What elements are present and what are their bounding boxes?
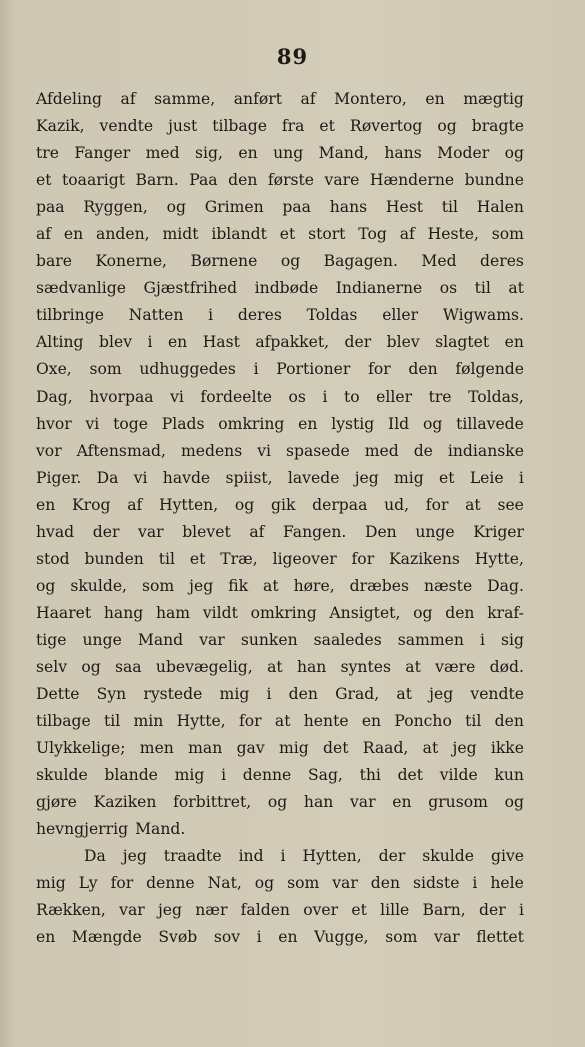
text-line: mig Ly for denne Nat, og som var den sidste i hele (36, 874, 524, 893)
text-line: Oxe, som udhuggedes i Portioner for den følgende (36, 360, 524, 379)
text-line: sædvanlige Gjæstfrihed indbøde Indianerne os til at (36, 279, 524, 298)
text-line: Kazik, vendte just tilbage fra et Røvertog og bragte (36, 117, 524, 136)
text-line: Rækken, var jeg nær falden over et lille Barn, der i (36, 901, 524, 920)
text-line: tilbage til min Hytte, for at hente en Poncho til den (36, 712, 524, 731)
text-line: Dag, hvorpaa vi fordeelte os i to eller tre Toldas, (36, 387, 524, 406)
text-line: en Mængde Svøb sov i en Vugge, som var flettet (36, 928, 524, 947)
page-number: 89 (276, 44, 309, 69)
text-line: tilbringe Natten i deres Toldas eller Wigwams. (36, 306, 524, 325)
text-line: skulde blande mig i denne Sag, thi det vilde kun (36, 766, 524, 785)
text-line: Haaret hang ham vildt omkring Ansigtet, og den kraf- (36, 603, 524, 622)
text-line: vor Aftensmad, medens vi spasede med de indianske (36, 441, 524, 460)
text-line: Afdeling af samme, anført af Montero, en mægtig (36, 90, 524, 108)
text-line: en Krog af Hytten, og gik derpaa ud, for at see (36, 495, 524, 514)
text-line: gjøre Kaziken forbittret, og han var en grusom og (36, 793, 524, 812)
text-line: stod bunden til et Træ, ligeover for Kazikens Hytte, (36, 549, 524, 568)
text-line: paa Ryggen, og Grimen paa hans Hest til Halen (36, 198, 524, 217)
text-line: Da jeg traadte ind i Hytten, der skulde give (84, 847, 524, 866)
text-line: og skulde, som jeg fik at høre, dræbes næste Dag. (36, 576, 524, 595)
text-line: Piger. Da vi havde spiist, lavede jeg mig et Leie i (36, 468, 524, 487)
text-line: af en anden, midt iblandt et stort Tog af Heste, som (36, 225, 524, 244)
text-line: Alting blev i en Hast afpakket, der blev slagtet en (36, 333, 524, 352)
text-line: bare Konerne, Børnene og Bagagen. Med deres (36, 252, 524, 271)
text-line: Dette Syn rystede mig i den Grad, at jeg vendte (36, 685, 524, 704)
page-text (36, 86, 524, 952)
text-line: hvor vi toge Plads omkring en lystig Ild og tillavede (36, 414, 524, 433)
text-line: hevngjerrig Mand. (36, 820, 186, 839)
text-line: tige unge Mand var sunken saaledes sammen i sig (36, 630, 524, 649)
text-line: selv og saa ubevægelig, at han syntes at være død. (36, 657, 524, 676)
text-line: hvad der var blevet af Fangen. Den unge Kriger (36, 522, 524, 541)
text-line: et toaarigt Barn. Paa den første vare Hænderne bundne (36, 171, 524, 190)
text-line: tre Fanger med sig, en ung Mand, hans Moder og (36, 144, 524, 163)
text-line: Ulykkelige; men man gav mig det Raad, at jeg ikke (36, 739, 524, 758)
